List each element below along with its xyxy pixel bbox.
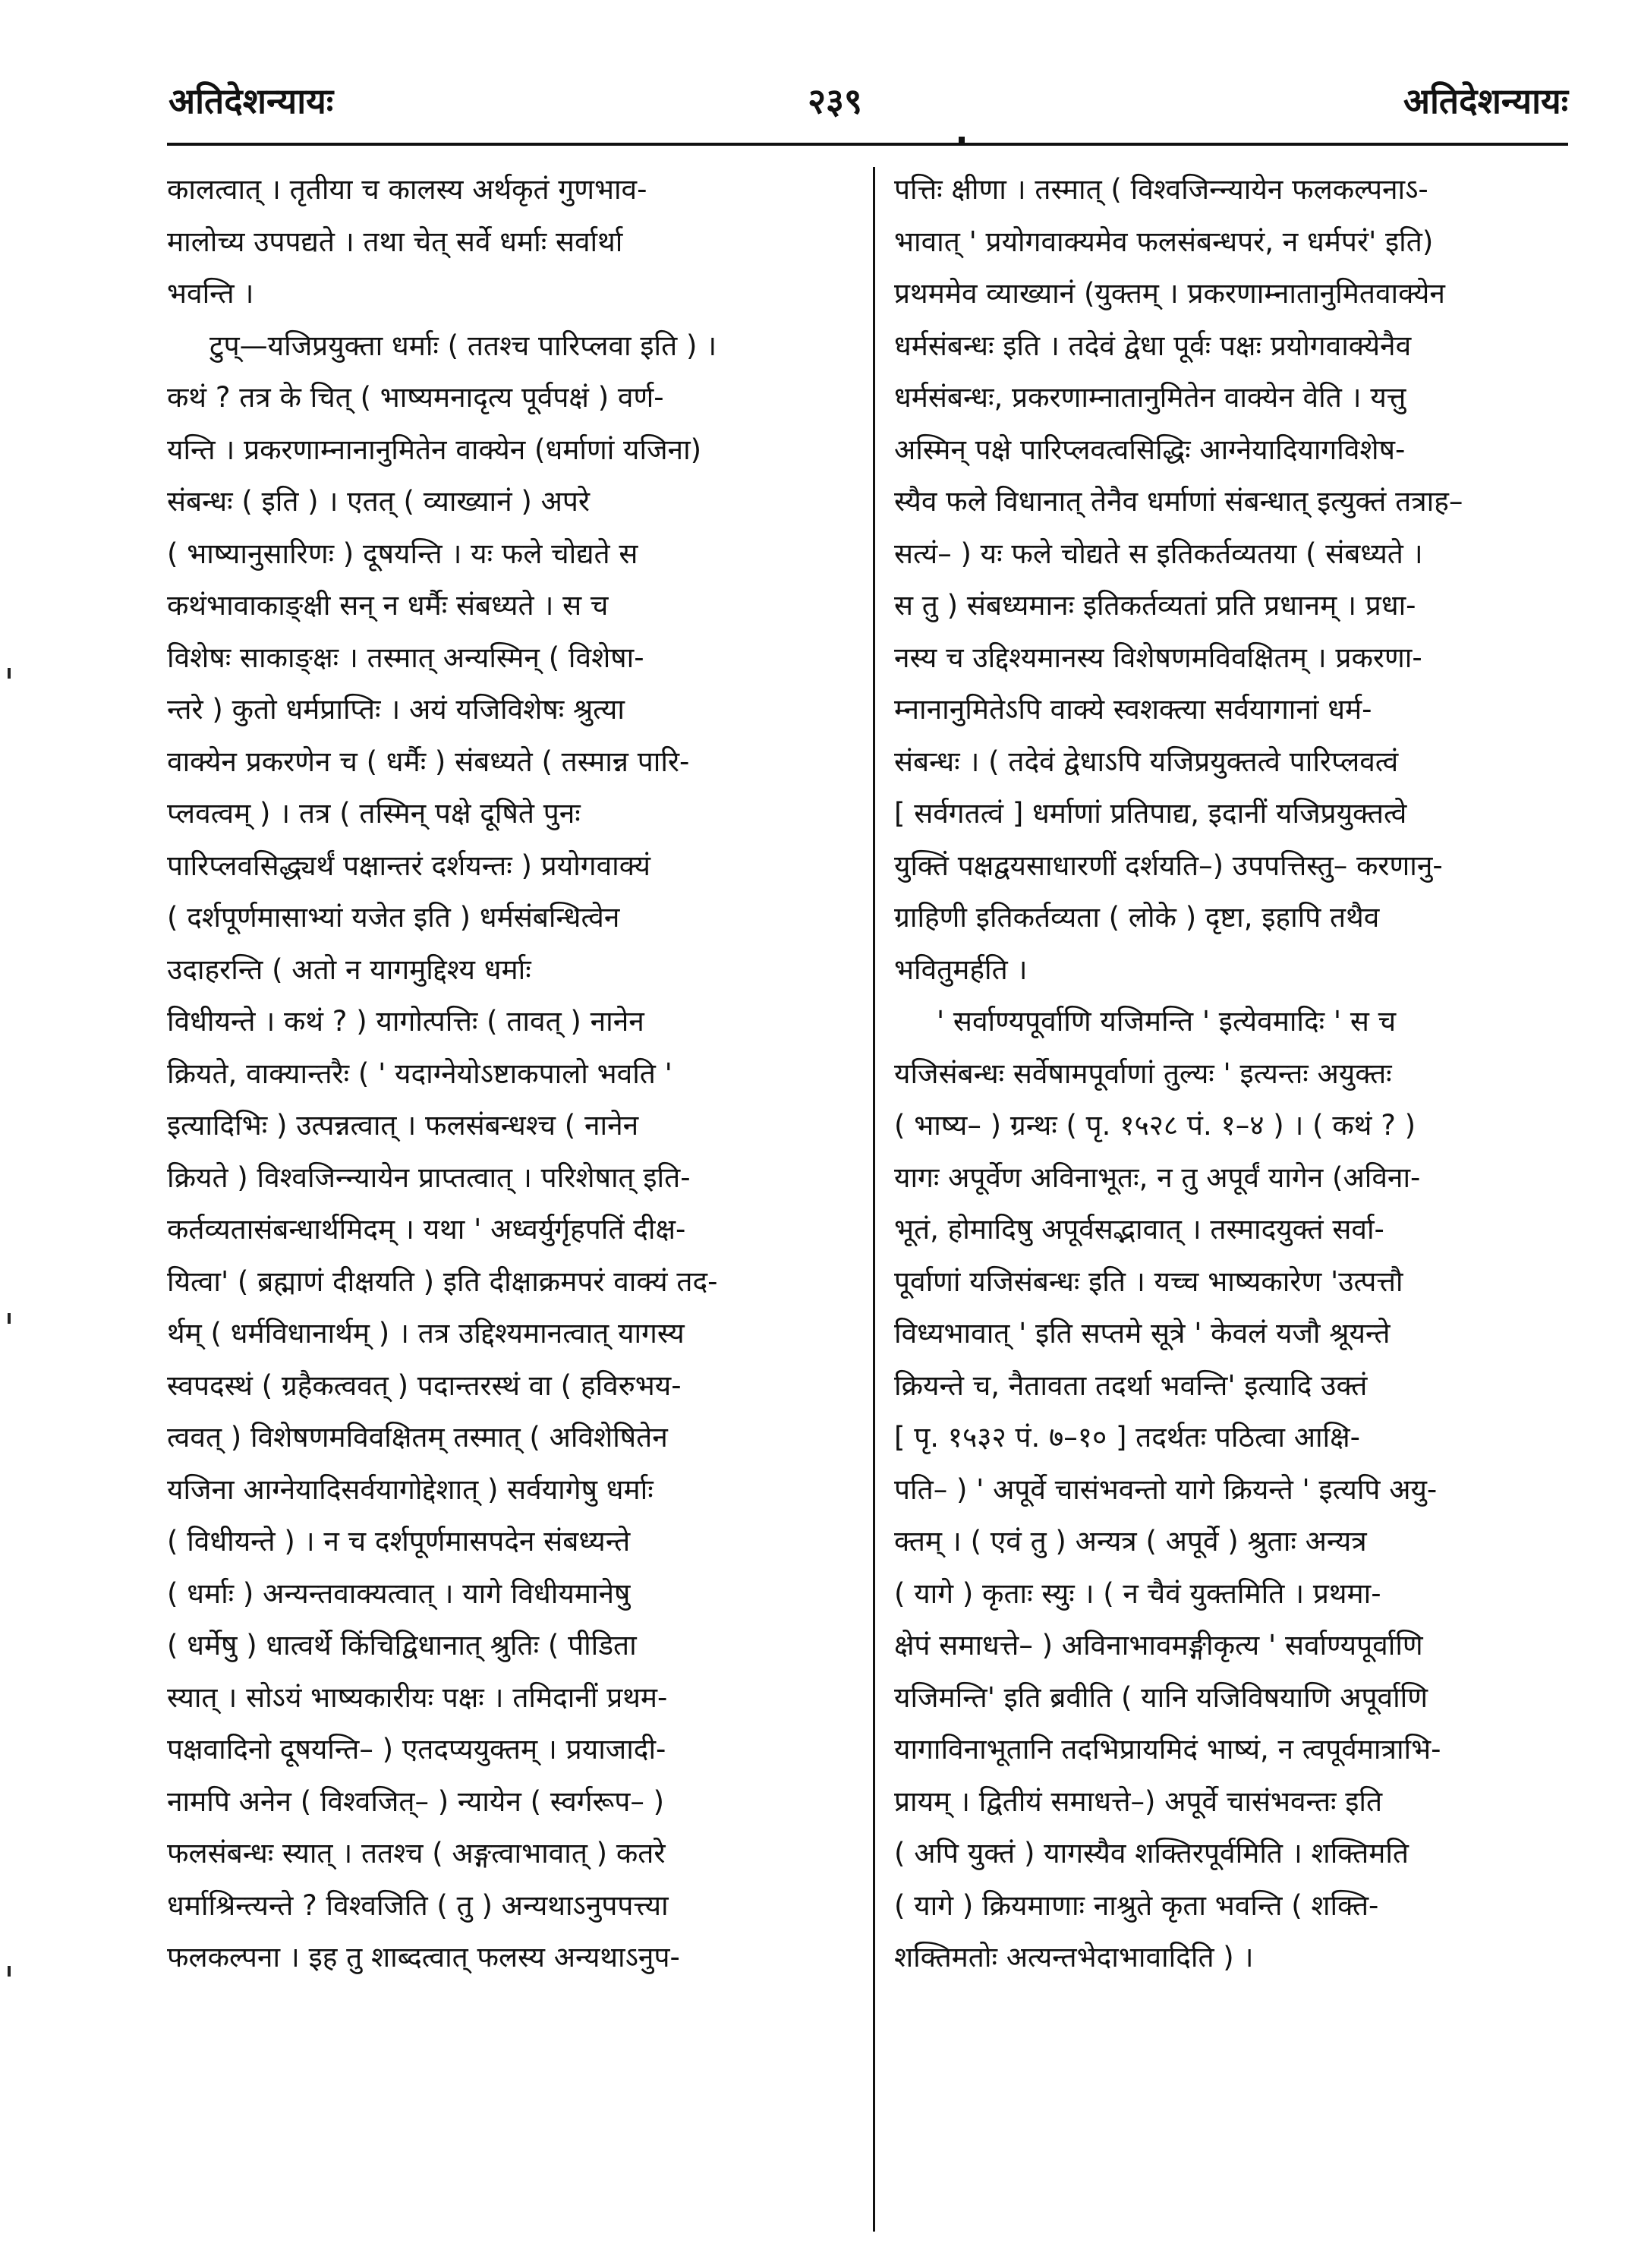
text-line: टुप्—यजिप्रयुक्ता धर्माः ( ततश्च पारिप्लवा इति ) । xyxy=(209,329,717,362)
text-line: प्रायम् । द्वितीयं समाधत्ते–) अपूर्वे चासंभवन्तः इति xyxy=(894,1784,1383,1818)
text-line: यागाविनाभूतानि तदभिप्रायमिदं भाष्यं, न त्वपूर्वमात्राभि- xyxy=(894,1733,1441,1766)
text-line: क्रियते, वाक्यान्तरैः ( ' यदाग्नेयोऽष्टाकपालो भवति ' xyxy=(167,1057,672,1090)
text-line: क्तम् । ( एवं तु ) अन्यत्र ( अपूर्वे ) श्रुताः अन्यत्र xyxy=(894,1525,1367,1558)
text-line: पारिप्लवसिद्ध्यर्थं पक्षान्तरं दर्शयन्तः ) प्रयोगवाक्यं xyxy=(167,849,651,882)
text-line: प्रथममेव व्याख्यानं (युक्तम् । प्रकरणाम्नातानुमितवाक्येन xyxy=(894,277,1445,310)
text-line: भावात् ' प्रयोगवाक्यमेव फलसंबन्धपरं, न धर्मपरं' इति) xyxy=(894,225,1434,258)
text-line: संबन्धः ( इति ) । एतत् ( व्याख्यानं ) अपरे xyxy=(167,485,591,518)
left-column xyxy=(167,164,858,1984)
text-line: त्ववत् ) विशेषणमविवक्षितम् तस्मात् ( अविशेषितेन xyxy=(167,1421,668,1454)
text-line: यागः अपूर्वेण अविनाभूतः, न तु अपूर्वं यागेन (अविना- xyxy=(894,1161,1421,1194)
text-line: युक्तिं पक्षद्वयसाधारणीं दर्शयति–) उपपत्तिस्तु– करणानु- xyxy=(894,849,1443,882)
text-line: ( भाष्यानुसारिणः ) दूषयन्ति । यः फले चोद्यते स xyxy=(167,537,638,570)
text-line: सत्यं– ) यः फले चोद्यते स इतिकर्तव्यतया ( संबध्यते । xyxy=(894,537,1423,570)
text-line: उदाहरन्ति ( अतो न यागमुद्दिश्य धर्माः xyxy=(167,953,531,986)
text-line: नामपि अनेन ( विश्वजित्– ) न्यायेन ( स्वर्गरूप– ) xyxy=(167,1784,665,1818)
text-line: नस्य च उद्दिश्यमानस्य विशेषणमविवक्षितम् । प्रकरणा- xyxy=(894,641,1422,674)
text-line: विशेषः साकाङ्क्षः । तस्मात् अन्यस्मिन् ( विशेषा- xyxy=(167,641,644,674)
text-line: पत्तिः क्षीणा । तस्मात् ( विश्वजिन्न्यायेन फलकल्पनाऽ- xyxy=(894,173,1428,206)
text-line: फलसंबन्धः स्यात् । ततश्च ( अङ्गत्वाभावात् ) कतरे xyxy=(167,1837,666,1870)
text-line: कथंभावाकाङ्क्षी सन् न धर्मैः संबध्यते । स च xyxy=(167,589,609,622)
text-line: धर्माश्रिन्त्यन्ते ? विश्वजिति ( तु ) अन्यथाऽनुपपत्त्या xyxy=(167,1888,669,1922)
text-line: ( धर्माः ) अन्यन्तवाक्यत्वात् । यागे विधीयमानेषु xyxy=(167,1577,631,1610)
text-line: ( यागे ) कृताः स्युः । ( न चैवं युक्तमिति । प्रथमा- xyxy=(894,1577,1381,1610)
right-column xyxy=(894,164,1568,1984)
text-line: पति– ) ' अपूर्वे चासंभवन्तो यागे क्रियन्ते ' इत्यपि अयु- xyxy=(894,1473,1438,1506)
margin-mark xyxy=(8,668,11,679)
text-line: फलकल्पना । इह तु शाब्दत्वात् फलस्य अन्यथाऽनुप- xyxy=(167,1941,680,1973)
text-line: विधीयन्ते । कथं ? ) यागोत्पत्तिः ( तावत् ) नानेन xyxy=(167,1005,644,1038)
text-line: धर्मसंबन्धः, प्रकरणाम्नातानुमितेन वाक्येन वेति । यत्तु xyxy=(894,381,1406,414)
text-line: क्षेपं समाधत्ते– ) अविनाभावमङ्गीकृत्य ' सर्वाण्यपूर्वाणि xyxy=(894,1629,1423,1662)
text-line: विध्यभावात् ' इति सप्तमे सूत्रे ' केवलं यजौ श्रूयन्ते xyxy=(894,1317,1391,1350)
text-line: अस्मिन् पक्षे पारिप्लवत्वसिद्धिः आग्नेयादियागविशेष- xyxy=(894,433,1406,466)
text-line: कथं ? तत्र के चित् ( भाष्यमनादृत्य पूर्वपक्षं ) वर्ण- xyxy=(167,381,664,414)
text-line: कर्तव्यतासंबन्धार्थमिदम् । यथा ' अध्वर्युर्गृहपतिं दीक्ष- xyxy=(167,1213,686,1246)
text-line: भूतं, होमादिषु अपूर्वसद्भावात् । तस्मादयुक्तं सर्वा- xyxy=(894,1213,1384,1246)
running-header-left: अतिदेशन्यायः xyxy=(169,80,334,121)
text-line: वाक्येन प्रकरणेन च ( धर्मैः ) संबध्यते ( तस्मान्न पारि- xyxy=(167,745,690,778)
text-line: यजिसंबन्धः सर्वेषामपूर्वाणां तुल्यः ' इत्यन्तः अयुक्तः xyxy=(894,1057,1392,1090)
text-line: पक्षवादिनो दूषयन्ति– ) एतदप्ययुक्तम् । प्रयाजादी- xyxy=(167,1733,666,1766)
text-line: क्रियन्ते च, नैतावता तदर्था भवन्ति' इत्यादि उक्तं xyxy=(894,1369,1368,1402)
margin-mark xyxy=(8,1966,11,1977)
text-line: मालोच्य उपपद्यते । तथा चेत् सर्वे धर्माः सर्वार्था xyxy=(167,225,623,258)
text-line: स्यात् । सोऽयं भाष्यकारीयः पक्षः । तमिदानीं प्रथम- xyxy=(167,1681,668,1714)
text-line: क्रियते ) विश्वजिन्न्यायेन प्राप्तत्वात् । परिशेषात् इति- xyxy=(167,1161,691,1194)
text-line: शक्तिमतोः अत्यन्तभेदाभावादिति ) । xyxy=(894,1941,1254,1973)
running-header-right: अतिदेशन्यायः xyxy=(1403,80,1568,121)
text-line: स्यैव फले विधानात् तेनैव धर्माणां संबन्धात् इत्युक्तं तत्राह– xyxy=(894,485,1463,518)
text-line: ( यागे ) क्रियमाणाः नाश्रुते कृता भवन्ति ( शक्ति- xyxy=(894,1888,1379,1922)
text-line: न्तरे ) कुतो धर्मप्राप्तिः । अयं यजिविशेषः श्रुत्या xyxy=(167,693,625,726)
page-number: २३९ xyxy=(808,80,862,121)
text-line: भवन्ति । xyxy=(167,277,254,310)
text-line: ( विधीयन्ते ) । न च दर्शपूर्णमासपदेन संबध्यन्ते xyxy=(167,1525,631,1558)
text-line: ग्राहिणी इतिकर्तव्यता ( लोके ) दृष्टा, इहापि तथैव xyxy=(894,901,1380,934)
text-line: ( धर्मेषु ) धात्वर्थे किंचिद्विधानात् श्रुतिः ( पीडिता xyxy=(167,1629,637,1662)
text-line: धर्मसंबन्धः इति । तदेवं द्वेधा पूर्वः पक्षः प्रयोगवाक्येनैव xyxy=(894,329,1412,362)
text-line: यन्ति । प्रकरणाम्नानानुमितेन वाक्येन (धर्माणां यजिना) xyxy=(167,433,702,466)
column-divider xyxy=(873,167,875,2232)
text-line: पूर्वाणां यजिसंबन्धः इति । यच्च भाष्यकारेण 'उत्पत्तौ xyxy=(894,1265,1403,1298)
text-line: इत्यादिभिः ) उत्पन्नत्वात् । फलसंबन्धश्च ( नानेन xyxy=(167,1109,639,1142)
text-line: स्वपदस्थं ( ग्रहैकत्ववत् ) पदान्तरस्थं वा ( हविरुभय- xyxy=(167,1369,682,1402)
text-line: कालत्वात् । तृतीया च कालस्य अर्थकृतं गुणभाव- xyxy=(167,173,647,206)
text-line: [ पृ. १५३२ पं. ७–१० ] तदर्थतः पठित्वा आक्षि- xyxy=(894,1421,1360,1454)
header-rule xyxy=(167,143,1568,146)
text-line: ( दर्शपूर्णमासाभ्यां यजेत इति ) धर्मसंबन्धित्वेन xyxy=(167,901,620,934)
text-line: म्नानानुमितेऽपि वाक्ये स्वशक्त्या सर्वयागानां धर्म- xyxy=(894,693,1372,726)
text-line: यजिमन्ति' इति ब्रवीति ( यानि यजिविषयाणि अपूर्वाणि xyxy=(894,1681,1428,1714)
margin-mark xyxy=(8,1313,11,1324)
text-line: प्लवत्वम् ) । तत्र ( तस्मिन् पक्षे दूषिते पुनः xyxy=(167,797,581,830)
text-line: यित्वा' ( ब्रह्माणं दीक्षयति ) इति दीक्षाक्रमपरं वाक्यं तद- xyxy=(167,1265,718,1298)
header-dot-mark xyxy=(959,137,965,143)
text-line: यजिना आग्नेयादिसर्वयागोद्देशात् ) सर्वयागेषु धर्माः xyxy=(167,1473,654,1506)
text-line: भवितुमर्हति । xyxy=(894,953,1028,986)
text-line: [ सर्वगतत्वं ] धर्माणां प्रतिपाद्य, इदानीं यजिप्रयुक्तत्वे xyxy=(894,797,1407,830)
text-line: संबन्धः । ( तदेवं द्वेधाऽपि यजिप्रयुक्तत्वे पारिप्लवत्वं xyxy=(894,745,1399,778)
text-line: र्थम् ( धर्मविधानार्थम् ) । तत्र उद्दिश्यमानत्वात् यागस्य xyxy=(167,1317,685,1350)
text-line: ( भाष्य– ) ग्रन्थः ( पृ. १५२८ पं. १–४ ) । ( कथं ? ) xyxy=(894,1109,1416,1142)
text-line: स तु ) संबध्यमानः इतिकर्तव्यतां प्रति प्रधानम् । प्रधा- xyxy=(894,589,1416,622)
text-line: ' सर्वाण्यपूर्वाणि यजिमन्ति ' इत्येवमादिः ' स च xyxy=(937,1005,1397,1038)
text-line: ( अपि युक्तं ) यागस्यैव शक्तिरपूर्वमिति । शक्तिमति xyxy=(894,1837,1409,1870)
